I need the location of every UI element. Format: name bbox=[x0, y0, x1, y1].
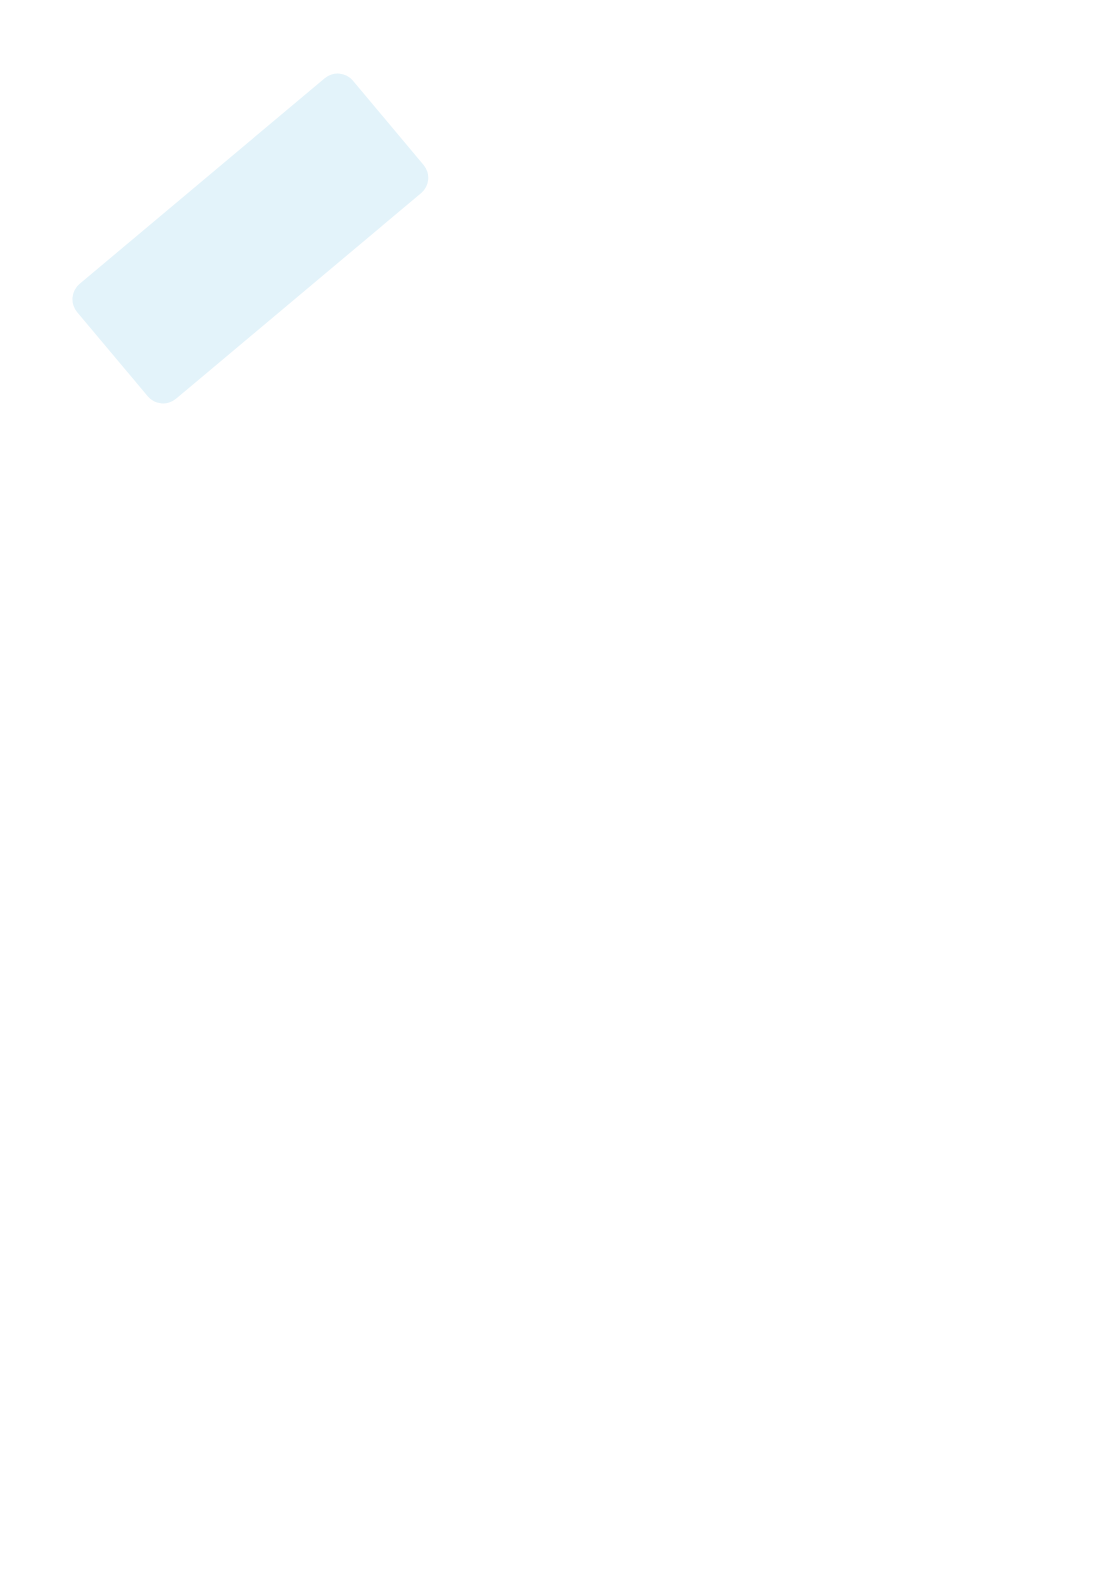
subheading-gap bbox=[107, 253, 1004, 280]
section-gap bbox=[107, 190, 1004, 220]
paragraph-gap bbox=[107, 131, 1004, 161]
section-gap bbox=[107, 161, 1004, 191]
page-content bbox=[107, 131, 1004, 280]
heading-gap bbox=[107, 220, 1004, 253]
